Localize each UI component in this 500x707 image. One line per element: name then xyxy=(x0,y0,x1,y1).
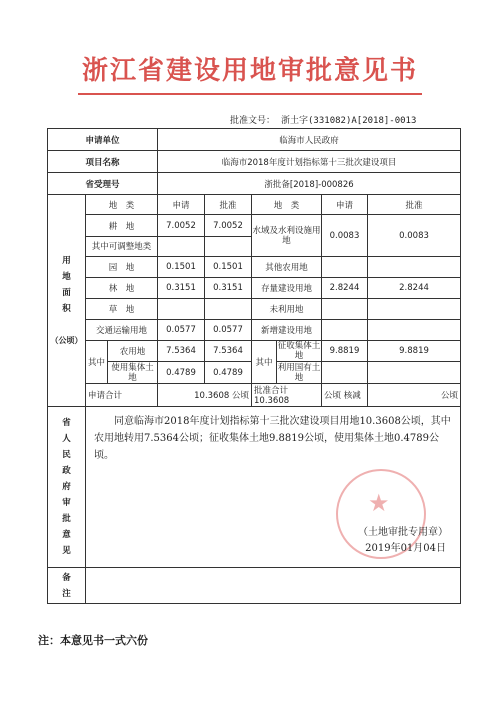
traffic-approve: 0.0577 xyxy=(205,320,252,341)
approval-form-table xyxy=(47,128,461,604)
farm-apply: 7.5364 xyxy=(158,341,205,362)
apply-total xyxy=(158,384,252,407)
row-label-expropriate: 征收集体土地 xyxy=(277,341,321,361)
apply-unit-label: 申请单位 xyxy=(48,129,158,151)
row-label-adjustable: 其中可调整地类 xyxy=(86,237,158,257)
col-header-type-right: 地 类 xyxy=(252,195,322,215)
document-title: 浙江省建设用地审批意见书 xyxy=(81,56,418,86)
row-label-water: 水域及水利设施用地 xyxy=(252,215,322,257)
caodi-approve xyxy=(205,299,252,320)
opinion-label: 省 人 民 政 府 审 批 意 见 xyxy=(48,407,86,568)
row-label-farm: 农用地 xyxy=(108,341,158,362)
lindi-approve: 0.3151 xyxy=(205,278,252,299)
row-label-other-farm: 其他农用地 xyxy=(252,257,322,278)
project-name-label: 项目名称 xyxy=(48,151,158,173)
row-label-traffic: 交通运输用地 xyxy=(86,320,158,341)
approval-number-value: 浙土字(331082)A[2018]-0013 xyxy=(281,116,417,126)
collective-approve: 0.4789 xyxy=(205,362,252,384)
approval-number-label: 批准文号： xyxy=(230,116,276,126)
row-label-gengdi: 耕 地 xyxy=(86,215,158,237)
expropriate-apply: 9.8819 xyxy=(322,341,368,362)
water-approve: 0.0083 xyxy=(368,215,461,257)
footer-note: 注：本意见书一式六份 xyxy=(38,634,148,647)
apply-total-label: 申请合计 xyxy=(86,384,158,407)
expropriate-approve: 9.8819 xyxy=(368,341,461,362)
approve-total-value: 10.3608 xyxy=(254,396,290,406)
approval-number xyxy=(230,113,422,126)
yuandi-approve: 0.1501 xyxy=(205,257,252,278)
project-name-value: 临海市2018年度计划指标第十三批次建设项目 xyxy=(158,151,461,173)
unit-note: （公顷） xyxy=(50,335,83,345)
reduce-unit: 公顷 xyxy=(368,384,461,407)
opinion-content xyxy=(86,407,461,568)
opinion-text: 同意临海市2018年度计划指标第十三批次建设项目用地10.3608公顷，其中农用地转用7.5364公顷；征收集体土地9.8819公顷，使用集体土地0.4789公顷。 xyxy=(94,416,451,461)
yuandi-apply: 0.1501 xyxy=(158,257,205,278)
lindi-apply: 0.3151 xyxy=(158,278,205,299)
row-label-stock: 存量建设用地 xyxy=(252,278,322,299)
row-label-collective: 使用集体土地 xyxy=(108,362,158,384)
land-area-label: 用 地 面 积 （公顷） xyxy=(48,195,86,407)
adjustable-apply xyxy=(158,237,205,257)
farm-approve: 7.5364 xyxy=(205,341,252,362)
caodi-apply xyxy=(158,299,205,320)
traffic-apply: 0.0577 xyxy=(158,320,205,341)
row-label-yuandi: 园 地 xyxy=(86,257,158,278)
among-label-right: 其中 xyxy=(252,341,277,384)
col-header-approve-right: 批准 xyxy=(368,195,461,215)
col-header-apply-left: 申请 xyxy=(158,195,205,215)
reduce-label: 核减 xyxy=(343,391,361,401)
row-label-state-owned: 利用国有土地 xyxy=(277,362,321,383)
approve-total xyxy=(252,384,322,407)
title-underline xyxy=(78,93,422,95)
stock-apply: 2.8244 xyxy=(322,278,368,299)
receipt-number-value: 浙批备[2018]-000826 xyxy=(158,173,461,195)
col-header-approve-left: 批准 xyxy=(205,195,252,215)
seal-caption: （土地审批专用章） xyxy=(358,527,449,538)
approve-total-label: 批准合计 xyxy=(254,386,289,396)
remark-label: 备 注 xyxy=(48,568,86,604)
approve-total-unit-cell xyxy=(322,384,368,407)
new-build-apply xyxy=(322,320,368,341)
apply-unit-value: 临海市人民政府 xyxy=(158,129,461,151)
gengdi-approve: 7.0052 xyxy=(205,215,252,237)
adjustable-approve xyxy=(205,237,252,257)
receipt-number-label: 省受理号 xyxy=(48,173,158,195)
approve-total-unit: 公顷 xyxy=(324,391,342,401)
row-label-caodi: 草 地 xyxy=(86,299,158,320)
apply-total-value: 10.3608 xyxy=(194,391,230,401)
among-label-left: 其中 xyxy=(86,341,108,384)
water-apply: 0.0083 xyxy=(322,215,368,257)
apply-total-unit: 公顷 xyxy=(231,391,249,401)
other-farm-approve xyxy=(368,257,461,278)
unused-approve xyxy=(368,299,461,320)
remark-content xyxy=(86,568,461,604)
new-build-approve xyxy=(368,320,461,341)
unused-apply xyxy=(322,299,368,320)
row-label-lindi: 林 地 xyxy=(86,278,158,299)
stock-approve: 2.8244 xyxy=(368,278,461,299)
sign-date: 2019年01月04日 xyxy=(365,543,447,554)
other-farm-apply xyxy=(322,257,368,278)
row-label-new-build: 新增建设用地 xyxy=(252,320,322,341)
row-label-unused: 未利用地 xyxy=(252,299,322,320)
col-header-apply-right: 申请 xyxy=(322,195,368,215)
state-owned-apply xyxy=(322,362,368,384)
collective-apply: 0.4789 xyxy=(158,362,205,384)
gengdi-apply: 7.0052 xyxy=(158,215,205,237)
state-owned-approve xyxy=(368,362,461,384)
col-header-type-left: 地 类 xyxy=(86,195,158,215)
